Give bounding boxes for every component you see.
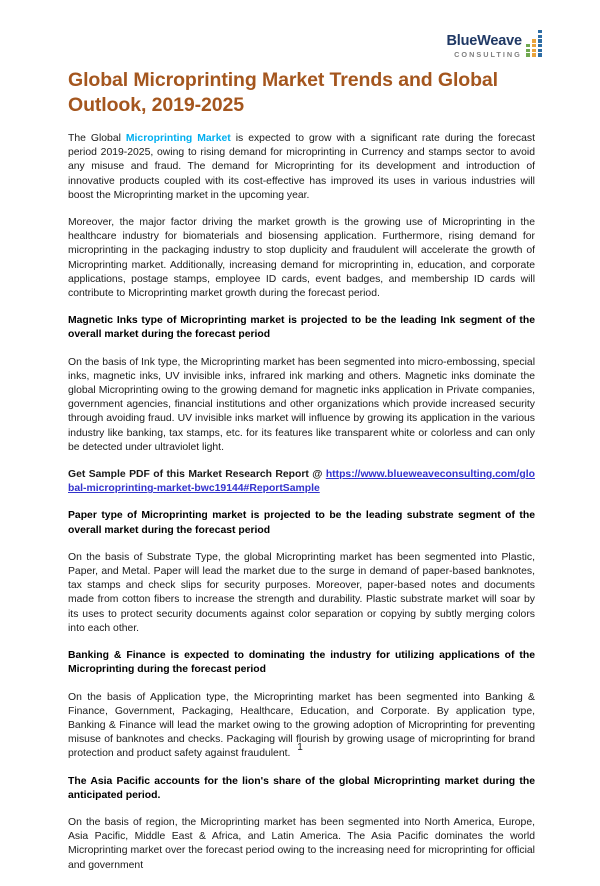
sample-pdf-line bbox=[68, 468, 535, 496]
logo-brand-part1: Blue bbox=[446, 33, 478, 50]
intro-lead: The Global bbox=[68, 133, 126, 144]
logo-tagline: CONSULTING bbox=[454, 49, 522, 59]
application-paragraph: On the basis of Application type, the Microprinting market has been segmented into Banking & Finance, Government, Packaging, Healthcare, Education, and Corporate. By application type, Banking & Finance will lead the market owing to the growing adoption of Microprinting for preventing misuse of banknotes and checks. Packaging will flourish by growing usage of microprinting for brand protection and product safety against fraudulent. bbox=[68, 691, 535, 760]
intro-rest: is expected to grow with a significant rate during the forecast period 2019-2025, owing to rising demand for microprinting in Currency and stamps sector to avoid any misuse and fraud. The demand for Microprinting for its development and introduction of innovative products coupled with its cost-effective has improved its uses in various industries will boost the Microprinting market in the upcoming year. bbox=[68, 133, 535, 201]
page-number: 1 bbox=[297, 742, 303, 753]
logo-brand-part2: Weave bbox=[477, 33, 522, 50]
logo-brand-name bbox=[447, 34, 522, 49]
document-body bbox=[68, 68, 535, 886]
ink-type-paragraph: On the basis of Ink type, the Microprinting market has been segmented into micro-embossing, special inks, magnetic inks, UV invisible inks, infrared ink marking and others. Magnetic inks dominate the global Microprinting owing to the growing demand for magnetic inks application in Private companies, government agencies, financial institutions and other organizations which provide increased security through avoiding fraud. UV invisible inks market will influence by growing its application in the various industry like banking, tax stamps, etc. for its features like transparent white or colorless and can only be detected under ultraviolet light. bbox=[68, 356, 535, 453]
sample-pdf-label: Get Sample PDF of this Market Research Report @ bbox=[68, 469, 326, 481]
substrate-paragraph: On the basis of Substrate Type, the global Microprinting market has been segmented into Plastic, Paper, and Metal. Paper will lead the market due to the surge in demand of paper-based banknotes, tax stamps and check slips for security purposes. Moreover, paper-based notes and documents made from cotton fibers to increase the strength and durability. Plastic substrate market will soar by its uses to protect security documents against color separation or copying by subtly merging colors into each other. bbox=[68, 551, 535, 634]
bar-chart-logo-icon bbox=[526, 30, 542, 57]
region-paragraph: On the basis of region, the Microprinting market has been segmented into North America, Europe, Asia Pacific, Middle East & Africa, and Latin America. The Asia Pacific dominates the world Microprinting market over the forecast period owing to the increasing need for microprinting for official and government bbox=[68, 816, 535, 871]
logo-bar-blue bbox=[538, 30, 542, 57]
logo-wordmark bbox=[447, 34, 522, 58]
logo-bar-green bbox=[526, 44, 530, 57]
logo-bar-orange bbox=[532, 39, 536, 56]
heading-paper-type: Paper type of Microprinting market is projected to be the leading substrate segment of the overall market during the forecast period bbox=[68, 510, 535, 536]
sample-pdf-link[interactable]: https://www.blueweaveconsulting.com/global-microprinting-market-bwc19144#ReportSample bbox=[68, 469, 535, 495]
company-logo bbox=[447, 30, 542, 58]
highlight-microprinting-market: Microprinting Market bbox=[125, 133, 231, 144]
intro-paragraph bbox=[68, 132, 535, 203]
heading-banking-finance: Banking & Finance is expected to dominating the industry for utilizing applications of the Microprinting during the forecast period bbox=[68, 650, 535, 676]
heading-magnetic-inks: Magnetic Inks type of Microprinting market is projected to be the leading Ink segment of the overall market during the forecast period bbox=[68, 315, 535, 341]
heading-asia-pacific: The Asia Pacific accounts for the lion's share of the global Microprinting market during the anticipated period. bbox=[68, 775, 535, 801]
page-title: Global Microprinting Market Trends and Global Outlook, 2019-2025 bbox=[68, 69, 498, 116]
drivers-paragraph: Moreover, the major factor driving the market growth is the growing use of Microprinting in the healthcare industry for biomaterials and biosensing application. Furthermore, rising demand for microprinting in the packaging industry to stop duplicity and fraudulent will accelerate the growth of Microprinting market. Additionally, increasing demand for microprinting in, education, and corporate applications, postage stamps, employee ID cards, event badges, and membership ID cards will contribute to Microprinting market growth during the forecast period. bbox=[68, 217, 535, 300]
